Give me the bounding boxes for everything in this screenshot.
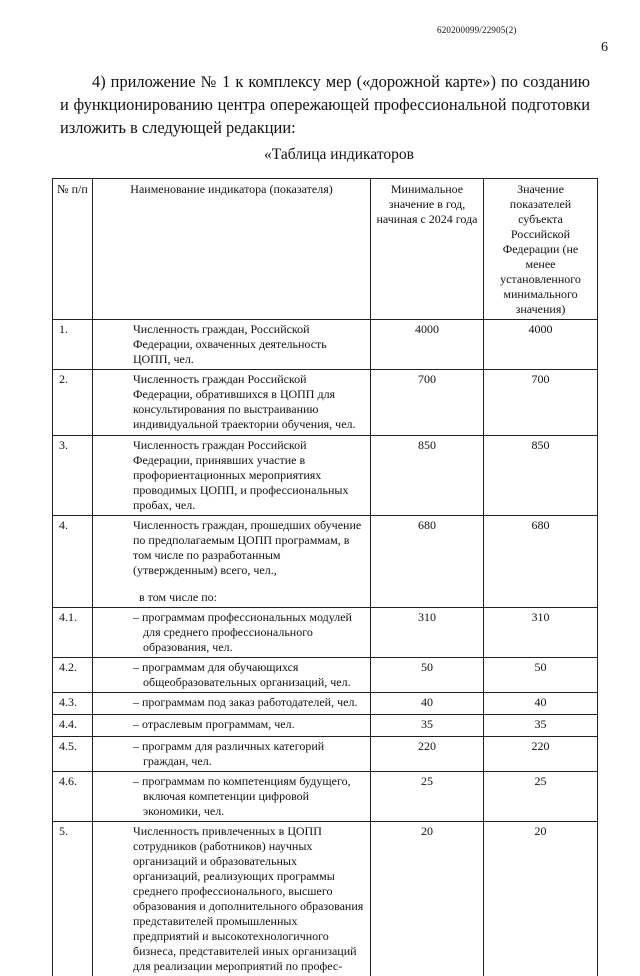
row-subject: 310: [484, 608, 598, 658]
row-subject: 25: [484, 772, 598, 822]
row-min: 50: [371, 658, 484, 693]
row-name: [93, 608, 371, 658]
row-min: 25: [371, 772, 484, 822]
row-name-extra: в том числе по:: [133, 590, 366, 605]
row-subject: 680: [484, 516, 598, 608]
header-name: Наименование индикатора (показателя): [93, 179, 371, 320]
row-name: [93, 658, 371, 693]
row-name-text: – программам по компетенциям будущего, включая компетенции цифровой экономики, чел.: [133, 774, 366, 819]
row-subject: 40: [484, 693, 598, 715]
row-min: 220: [371, 737, 484, 772]
table-row: [53, 658, 598, 693]
row-name-text: – программам для обучающихся общеобразовательных организаций, чел.: [133, 660, 366, 690]
row-name: [93, 693, 371, 715]
table-row: [53, 737, 598, 772]
row-name: [93, 516, 371, 608]
row-subject: 4000: [484, 320, 598, 370]
row-subject: 50: [484, 658, 598, 693]
row-num: 4.4.: [53, 715, 93, 737]
table-row: [53, 320, 598, 370]
row-subject: 220: [484, 737, 598, 772]
table-row: [53, 772, 598, 822]
table-row: [53, 370, 598, 436]
table-header-row: [53, 179, 598, 320]
row-num: 4.1.: [53, 608, 93, 658]
row-name: [93, 737, 371, 772]
header-subject: Значение показателей субъекта Российской Федерации (не менее установленного минимального значения): [484, 179, 598, 320]
header-min: Минимальное значение в год, начиная с 2024 года: [371, 179, 484, 320]
page-number: 6: [601, 40, 608, 56]
row-name-text: – программам под заказ работодателей, чел.: [133, 695, 366, 710]
row-name: [93, 772, 371, 822]
row-num: 4.: [53, 516, 93, 608]
row-name-text: – отраслевым программам, чел.: [133, 717, 366, 732]
row-min: 850: [371, 436, 484, 516]
row-num: 1.: [53, 320, 93, 370]
table-row: [53, 516, 598, 608]
table-row: [53, 436, 598, 516]
row-name: Численность граждан, Российской Федерации, охваченных деятельность ЦОПП, чел.: [93, 320, 371, 370]
row-min: 20: [371, 822, 484, 976]
row-num: 4.5.: [53, 737, 93, 772]
row-name: Численность привлеченных в ЦОПП сотрудников (работников) научных организаций и образовательных организаций, реализующих программы среднего профессионального, высшего образования и дополнительного образования представителей промышленных предприятий и высокотехнологичного бизнеса, представителей иных организаций для реализации мероприятий по профес-: [93, 822, 371, 976]
table-row: [53, 693, 598, 715]
row-min: 700: [371, 370, 484, 436]
row-min: 680: [371, 516, 484, 608]
row-num: 5.: [53, 822, 93, 976]
row-min: 35: [371, 715, 484, 737]
intro-text: 4) приложение № 1 к комплексу мер («дорожной карте») по созданию и функционированию центра опережающей профессиональной подготовки изложить в следующей редакции:: [60, 70, 590, 139]
row-min: 40: [371, 693, 484, 715]
row-subject: 35: [484, 715, 598, 737]
row-name: Численность граждан Российской Федерации, обратившихся в ЦОПП для консультирования по выстраиванию индивидуальной траектории обучения, чел.: [93, 370, 371, 436]
row-num: 4.6.: [53, 772, 93, 822]
row-subject: 20: [484, 822, 598, 976]
document-code: 620200099/22905(2): [437, 25, 517, 35]
table-row: [53, 822, 598, 976]
row-num: 4.3.: [53, 693, 93, 715]
row-name-text: – программ для различных категорий граждан, чел.: [133, 739, 366, 769]
row-subject: 850: [484, 436, 598, 516]
table-title: «Таблица индикаторов: [264, 146, 414, 164]
row-min: 310: [371, 608, 484, 658]
table-row: [53, 608, 598, 658]
indicators-table: [52, 178, 598, 976]
row-num: 4.2.: [53, 658, 93, 693]
row-num: 3.: [53, 436, 93, 516]
row-name: Численность граждан Российской Федерации, принявших участие в профориентационных мероприятиях проводимых ЦОПП, и профессиональных пробах, чел.: [93, 436, 371, 516]
intro-paragraph: [60, 70, 590, 139]
row-name-text: – программам профессиональных модулей для среднего профессионального образования, чел.: [133, 610, 366, 655]
row-min: 4000: [371, 320, 484, 370]
row-subject: 700: [484, 370, 598, 436]
header-num: № п/п: [53, 179, 93, 320]
row-num: 2.: [53, 370, 93, 436]
row-name-text: Численность граждан, прошедших обучение по предполагаемым ЦОПП программам, в том числе по разработанным (утвержденным) всего, чел.,: [133, 518, 361, 577]
table-row: [53, 715, 598, 737]
row-name: [93, 715, 371, 737]
